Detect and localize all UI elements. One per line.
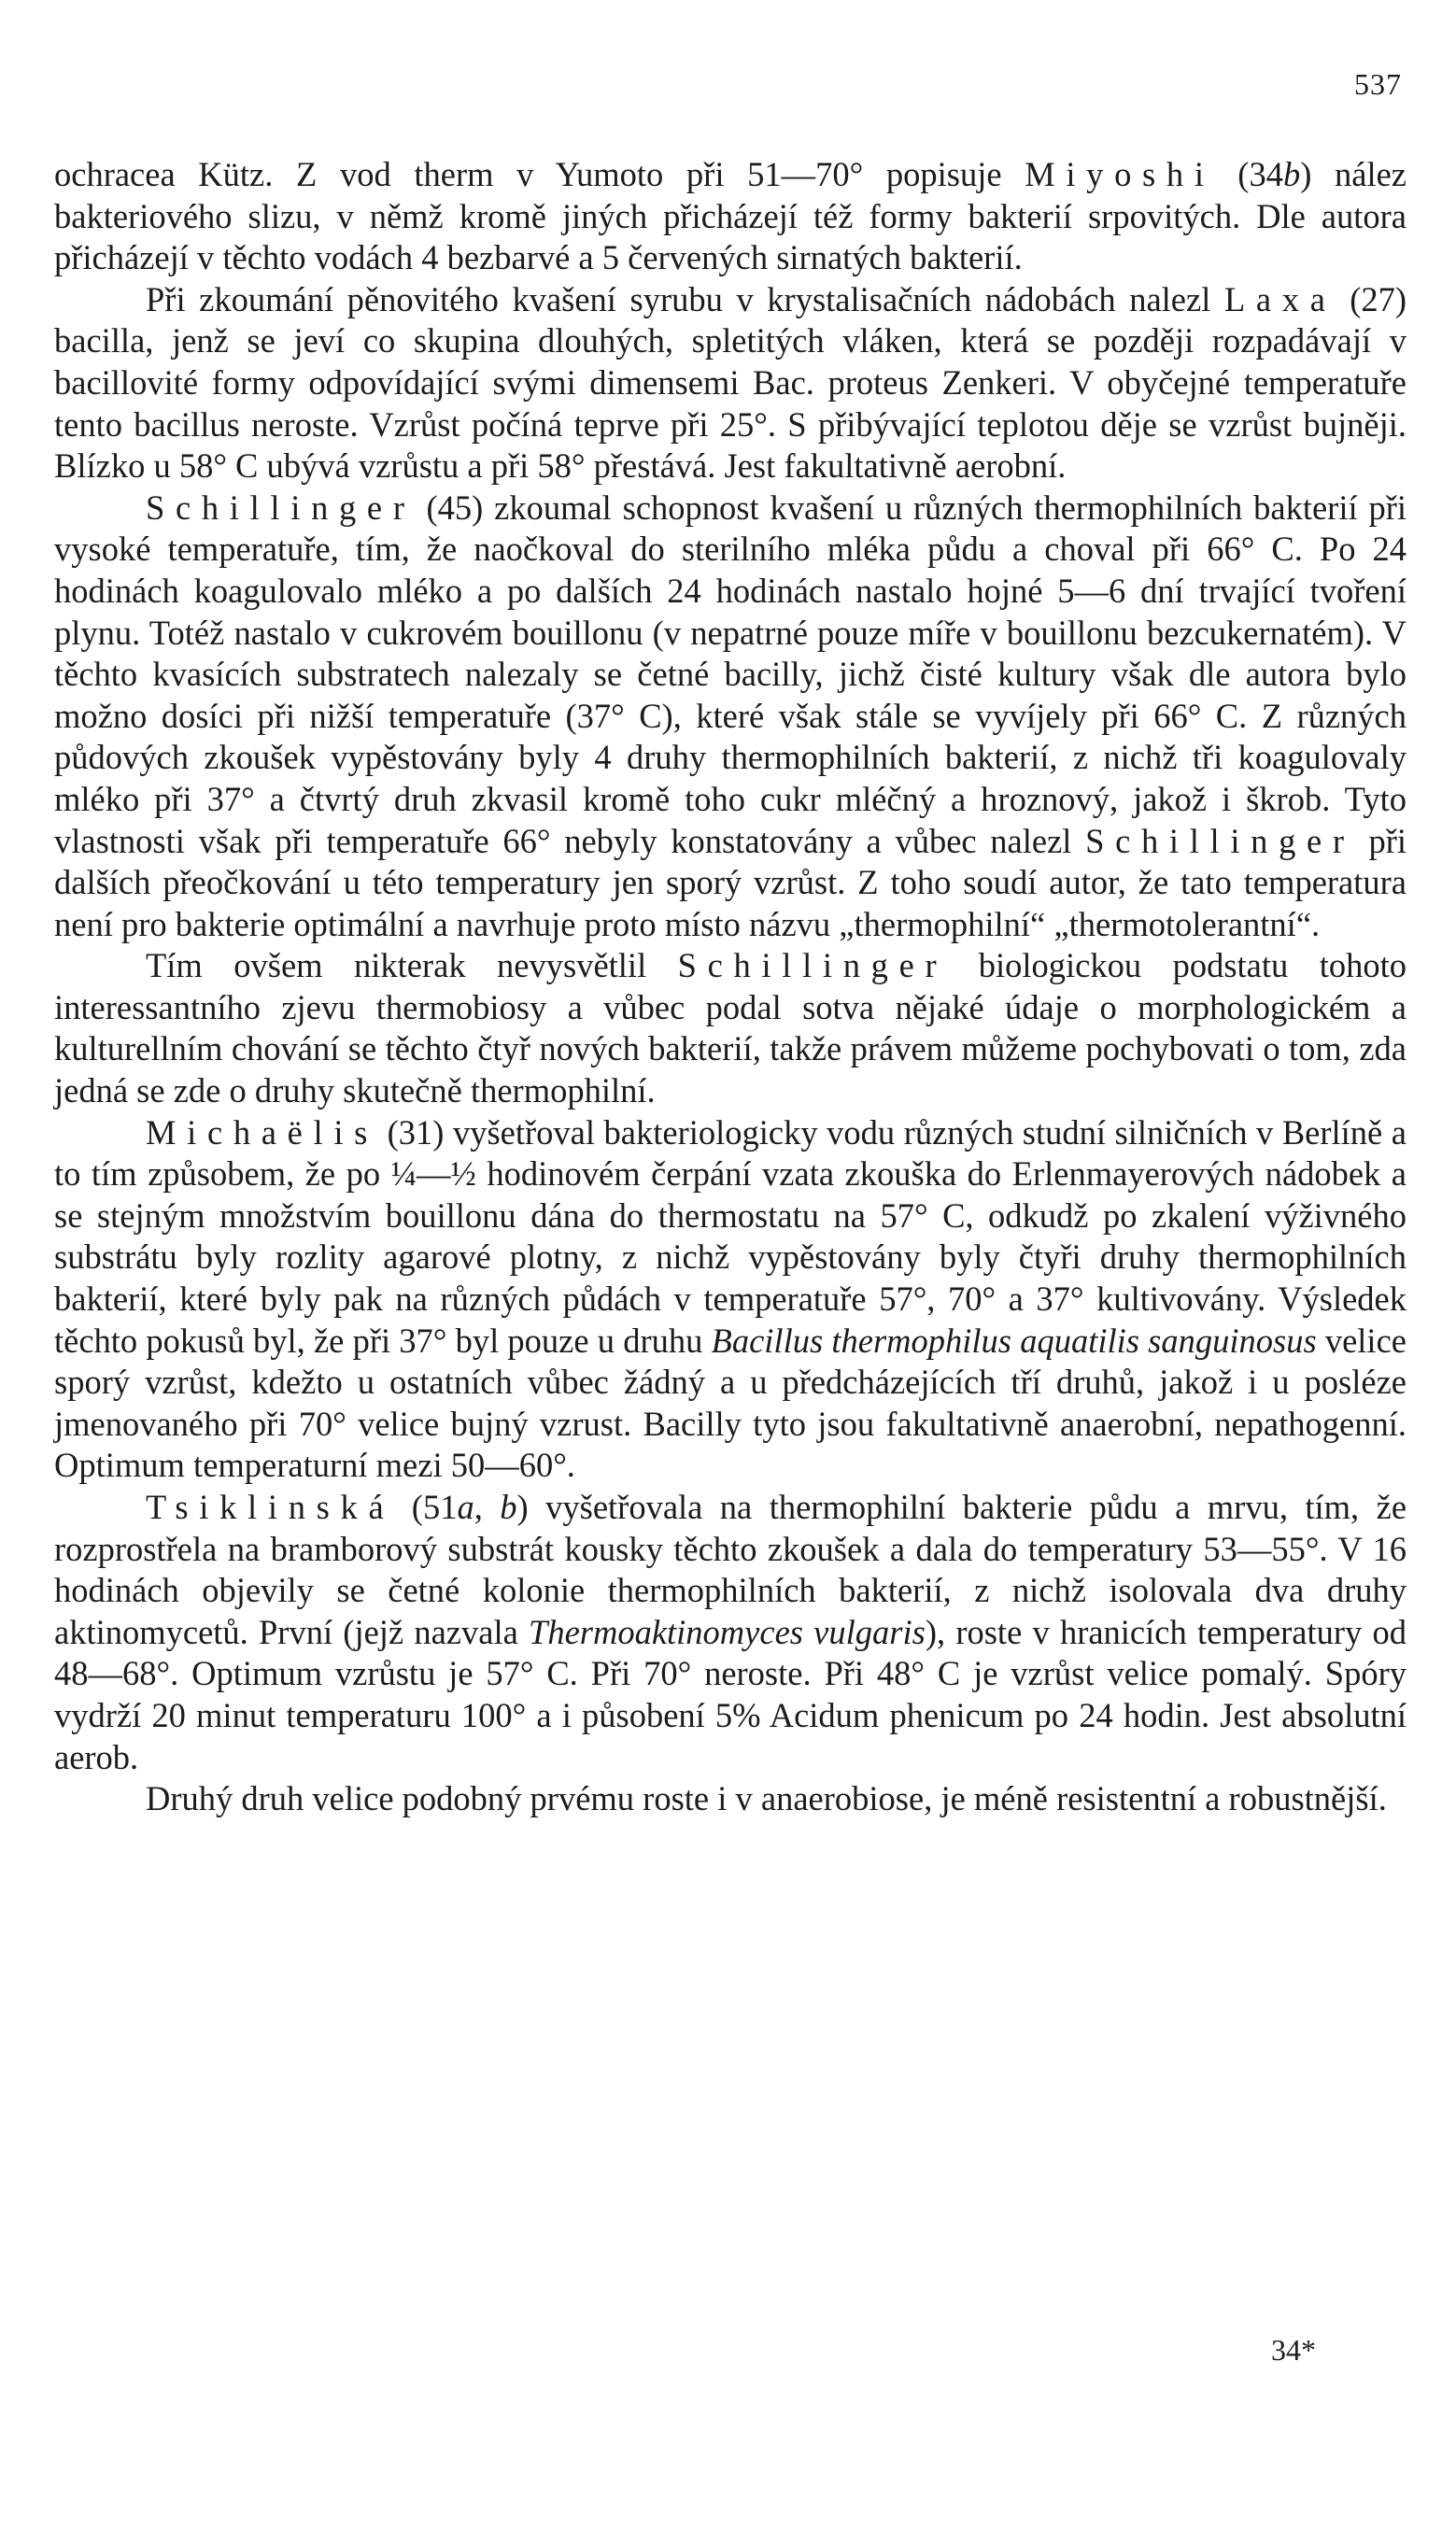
text-run: ) vyšetřovala na thermophilní bakterie půdu a mrvu, tím, že rozprostřela na bramborový substrát kousky těchto zkoušek a dala do temperatury 53—55°. V 16 hodinách objevily se četné kolonie thermophilních bakterií, z nichž isolovala dva druhy aktinomycetů. První (jejž nazvala	[54, 1488, 1407, 1651]
body-text	[54, 154, 1407, 1820]
species-name: Bacillus thermophilus aquatilis sanguinosus	[711, 1321, 1317, 1360]
paragraph-3	[54, 488, 1407, 946]
italic-run: b	[1282, 155, 1301, 193]
text-run: při dalších přeočkování u této temperatury jen sporý vzrůst. Z toho soudí autor, že tato temperatura není pro bakterie optimální a navrhuje proto místo názvu „thermophilní“ „thermotolerantní“.	[54, 821, 1407, 943]
text-run: Druhý druh velice podobný prvému roste i v anaerobiose, je méně resistentní a robustnější.	[146, 1779, 1387, 1818]
italic-run: a	[457, 1488, 474, 1526]
paragraph-2	[54, 279, 1407, 488]
text-run: (45) zkoumal schopnost kvašení u různých thermophilních bakterií při vysoké temperatuře, tím, že naočkoval do sterilního mléka půdu a choval při 66° C. Po 24 hodinách koagulovalo mléko a po dalších 24 hodinách nastalo hojné 5—6 dní trvající tvoření plynu. Totéž nastalo v cukrovém bouillonu (v nepatrné pouze míře v bouillonu bezcukernatém). V těchto kvasících substratech nalezaly se četné bacilly, jichž čisté kultury však dle autora bylo možno dosíci při nižší temperatuře (37° C), které však stále se vyvíjely při 66° C. Z různých půdových zkoušek vypěstovány byly 4 druhy thermophilních bakterií, z nichž tři koagulovaly mléko při 37° a čtvrtý druh zkvasil kromě toho cukr mléčný a hroznový, jakož i škrob. Tyto vlastnosti však při temperatuře 66° nebyly konstatovány a vůbec nalezl	[54, 488, 1407, 860]
text-run: (27) bacilla, jenž se jeví co skupina dlouhých, spletitých vláken, která se později rozpadávají v bacillovité formy odpovídající svými dimensemi Bac. proteus Zenkeri. V obyčejné temperatuře tento bacillus neroste. Vzrůst počíná teprve při 25°. S přibývající teplotou děje se vzrůst bujněji. Blízko u 58° C ubývá vzrůstu a při 58° přestává. Jest fakultativně aerobní.	[54, 279, 1407, 486]
text-run: ), roste v hranicích temperatury od 48—68°. Optimum vzrůstu je 57° C. Při 70° neroste. Při 48° C je vzrůst velice pomalý. Spóry vydrží 20 minut temperaturu 100° a i působení 5% Acidum phenicum po 24 hodin. Jest absolutní aerob.	[54, 1612, 1407, 1776]
author-name-laxa: Laxa	[1223, 279, 1336, 318]
paragraph-5	[54, 1112, 1407, 1487]
author-name-schillinger: Schillinger	[1085, 821, 1355, 860]
signature-mark: 34*	[1271, 2333, 1316, 2367]
text-run: Při zkoumání pěnovitého kvašení syrubu v krystalisačních nádobách nalezl	[146, 279, 1224, 318]
text-run: ochracea Kütz. Z vod therm v Yumoto při 51—70° popisuje	[54, 155, 1025, 193]
page-number: 537	[1354, 67, 1402, 101]
author-name-tsiklinska: Tsiklinská	[146, 1488, 395, 1526]
text-run: ,	[474, 1488, 501, 1526]
author-name-schillinger: Schillinger	[677, 946, 948, 985]
paragraph-4	[54, 945, 1407, 1111]
author-name-schillinger: Schillinger	[146, 488, 416, 527]
text-run: Tím ovšem nikterak nevysvětlil	[146, 946, 678, 985]
paragraph-7	[54, 1778, 1407, 1820]
text-run: velice sporý vzrůst, kdežto u ostatních vůbec žádný a u předcházejících tří druhů, jakož i u posléze jmenovaného při 70° velice bujný vzrust. Bacilly tyto jsou fakultativně anaerobní, nepathogenní. Optimum temperaturní mezi 50—60°.	[54, 1321, 1407, 1485]
text-run: ) nález bakteriového slizu, v němž kromě jiných přicházejí též formy bakterií srpovitých. Dle autora přicházejí v těchto vodách 4 bezbarvé a 5 červených sirnatých bakterií.	[54, 155, 1407, 277]
species-name: Thermoaktinomyces vulgaris	[529, 1612, 926, 1651]
paragraph-1	[54, 154, 1407, 279]
italic-run: b	[500, 1488, 517, 1526]
text-run: (34	[1214, 155, 1283, 193]
text-run: (31) vyšetřoval bakteriologicky vodu různých studní silničních v Berlíně a to tím způsobem, že po ¼—½ hodinovém čerpání vzata zkouška do Erlenmayerových nádobek a se stejným množstvím bouillonu dána do thermostatu na 57° C, odkudž po zkalení výživného substrátu byly rozlity agarové plotny, z nichž vypěstovány byly čtyři druhy thermophilních bakterií, které byly pak na různých půdách v temperatuře 57°, 70° a 37° kultivovány. Výsledek těchto pokusů byl, že při 37° byl pouze u druhu	[54, 1112, 1407, 1360]
author-name-miyoshi: Miyoshi	[1025, 155, 1215, 193]
paragraph-6	[54, 1487, 1407, 1778]
text-run: (51	[394, 1488, 458, 1526]
author-name-michaelis: Michaëlis	[146, 1112, 379, 1152]
text-run: biologickou podstatu tohoto interessantního zjevu thermobiosy a vůbec podal sotva nějaké údaje o morphologickém a kulturellním chování se těchto čtyř nových bakterií, takže právem můžeme pochybovati o tom, zda jedná se zde o druhy skutečně thermophilní.	[54, 946, 1407, 1110]
